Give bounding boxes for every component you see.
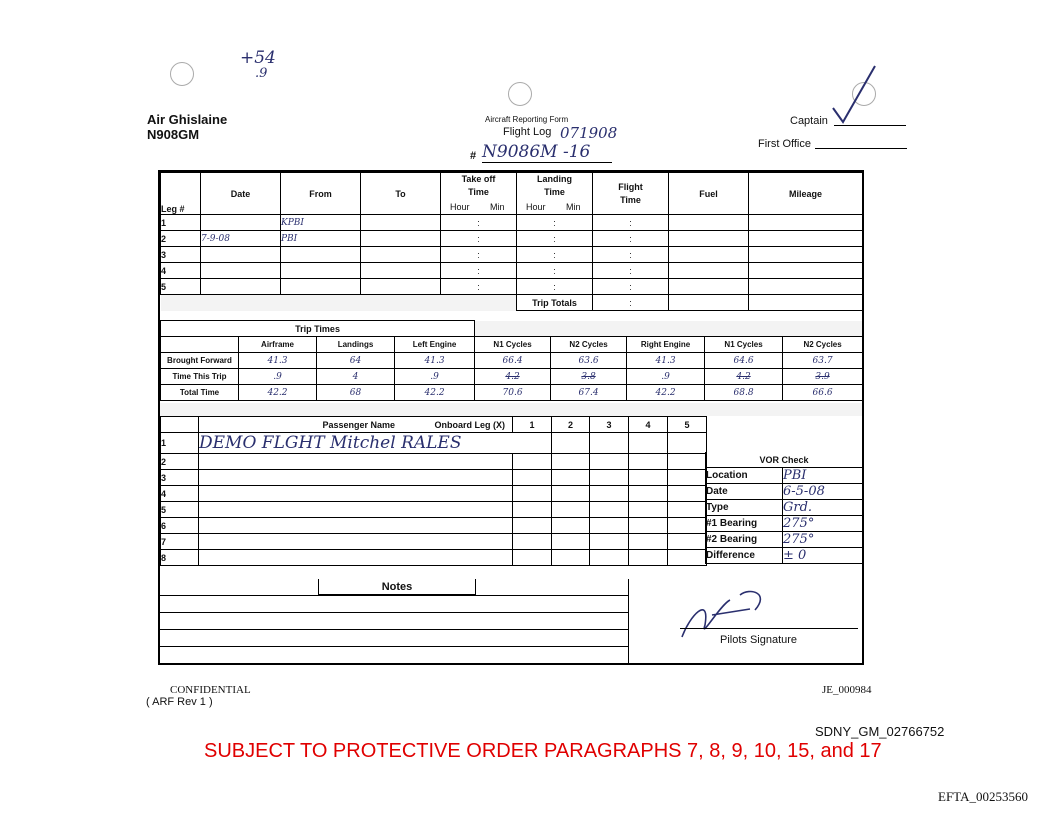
leg-mileage <box>749 279 863 295</box>
flight-log-number: 071908 <box>560 124 618 142</box>
punch-hole-left <box>170 62 194 86</box>
takeoff-time: : <box>441 263 517 279</box>
fuel-header: Fuel <box>669 173 749 215</box>
leg-fuel <box>669 215 749 231</box>
onboard-leg-4: 4 <box>629 417 668 433</box>
leg-number: 5 <box>161 279 201 295</box>
first-officer-line <box>815 148 907 149</box>
vor-row: #1 Bearing 275° <box>706 516 863 532</box>
cell-value: 68.8 <box>705 385 783 401</box>
leg-number: 2 <box>161 231 201 247</box>
passenger-row: 6 <box>161 518 707 534</box>
vor-row: Location PBI <box>706 468 863 484</box>
landing-header: Landing Time <box>517 173 593 200</box>
punch-hole-center <box>508 82 532 106</box>
onboard-leg-2: 2 <box>552 417 590 433</box>
first-officer-label: First Office <box>758 138 811 150</box>
trip-times-table <box>160 320 863 401</box>
leg-fuel <box>669 279 749 295</box>
leg-row <box>161 215 863 231</box>
cell-value: .9 <box>239 369 317 385</box>
takeoff-time: : <box>441 231 517 247</box>
trip-totals-fuel <box>669 295 749 311</box>
flight-time: : <box>593 215 669 231</box>
cell-value: 70.6 <box>475 385 551 401</box>
takeoff-hour-label: Hour <box>441 199 479 215</box>
cell-value: 4 <box>317 369 395 385</box>
takeoff-time: : <box>441 247 517 263</box>
legs-table <box>160 172 863 311</box>
leg-row <box>161 247 863 263</box>
col-left-n1: N1 Cycles <box>475 337 551 353</box>
landing-time: : <box>517 215 593 231</box>
passenger-name <box>199 486 513 502</box>
landing-time: : <box>517 279 593 295</box>
trip-times-spacer <box>475 321 863 337</box>
passenger-name: DEMO FLGHT Mitchel RALES <box>199 433 552 454</box>
leg-date <box>201 279 281 295</box>
vor-row: Type Grd. <box>706 500 863 516</box>
to-header: To <box>361 173 441 215</box>
cell-value: .9 <box>627 369 705 385</box>
margin-note: +54 <box>240 48 276 68</box>
signature-label: Pilots Signature <box>720 634 798 646</box>
notes-title-box: Notes <box>318 579 476 595</box>
leg-fuel <box>669 263 749 279</box>
leg-number: 1 <box>161 215 201 231</box>
takeoff-min-label: Min <box>479 199 517 215</box>
takeoff-time: : <box>441 279 517 295</box>
leg-date <box>201 247 281 263</box>
passenger-table <box>160 416 707 566</box>
cell-value: 64.6 <box>705 353 783 369</box>
leg-from <box>281 247 361 263</box>
passenger-name-header: Passenger Name Onboard Leg (X) <box>199 417 513 433</box>
signature-divider <box>628 579 629 663</box>
vor-row: Date 6-5-08 <box>706 484 863 500</box>
cell-value: 42.2 <box>395 385 475 401</box>
flight-time: : <box>593 279 669 295</box>
onboard-leg-1: 1 <box>513 417 552 433</box>
captain-label: Captain <box>790 115 828 127</box>
trip-totals-spacer <box>161 295 517 311</box>
leg-to <box>361 231 441 247</box>
leg-from <box>281 279 361 295</box>
leg-number: 3 <box>161 247 201 263</box>
tail-number: N908GM <box>147 127 200 142</box>
leg-row <box>161 231 863 247</box>
passenger-row: 1 DEMO FLGHT Mitchel RALES <box>161 433 707 454</box>
cell-value: 42.2 <box>627 385 705 401</box>
passenger-row: 8 <box>161 550 707 566</box>
flight-time: : <box>593 247 669 263</box>
captain-checkmark <box>825 60 885 126</box>
leg-row <box>161 279 863 295</box>
trip-totals-label: Trip Totals <box>517 295 593 311</box>
trip-times-row <box>161 385 863 401</box>
passenger-name <box>199 454 513 470</box>
form-revision: ( ARF Rev 1 ) <box>146 696 213 708</box>
cell-value: 41.3 <box>627 353 705 369</box>
trip-times-corner <box>161 337 239 353</box>
flight-time: : <box>593 231 669 247</box>
passenger-name <box>199 518 513 534</box>
je-bates: JE_000984 <box>822 684 872 696</box>
cell-value: 63.6 <box>551 353 627 369</box>
cell-value: 41.3 <box>239 353 317 369</box>
landing-min-label: Min <box>555 199 593 215</box>
form-title: Aircraft Reporting Form <box>485 115 569 124</box>
passenger-name <box>199 502 513 518</box>
confidential-label: CONFIDENTIAL <box>170 684 251 696</box>
leg-mileage <box>749 263 863 279</box>
margin-note-2: .9 <box>255 66 268 81</box>
notes-area <box>160 595 628 663</box>
cell-value: 42.2 <box>239 385 317 401</box>
takeoff-header: Take off Time <box>441 173 517 200</box>
col-right-n1: N1 Cycles <box>705 337 783 353</box>
trip-totals-mileage <box>749 295 863 311</box>
onboard-leg-3: 3 <box>590 417 629 433</box>
leg-fuel <box>669 247 749 263</box>
trip-totals-time: : <box>593 295 669 311</box>
cell-value: 4.2 <box>475 369 551 385</box>
from-header: From <box>281 173 361 215</box>
leg-mileage <box>749 215 863 231</box>
cell-value: 66.4 <box>475 353 551 369</box>
leg-date: 7-9-08 <box>201 231 281 247</box>
cell-value: 66.6 <box>783 385 863 401</box>
aircraft-number: N9086M -16 <box>482 142 612 163</box>
leg-number: 4 <box>161 263 201 279</box>
landing-time: : <box>517 263 593 279</box>
landing-time: : <box>517 247 593 263</box>
efta-bates: EFTA_00253560 <box>938 789 1028 804</box>
passenger-name <box>199 534 513 550</box>
passenger-row: 3 <box>161 470 707 486</box>
cell-value: 4.2 <box>705 369 783 385</box>
landing-time: : <box>517 231 593 247</box>
passenger-row: 4 <box>161 486 707 502</box>
cell-value: 3.9 <box>783 369 863 385</box>
trip-times-row <box>161 353 863 369</box>
col-left-engine: Left Engine <box>395 337 475 353</box>
passenger-row: 7 <box>161 534 707 550</box>
passenger-row: 2 <box>161 454 707 470</box>
cell-value: 64 <box>317 353 395 369</box>
trip-times-row <box>161 369 863 385</box>
landing-hour-label: Hour <box>517 199 555 215</box>
flight-time-header: Flight Time <box>593 173 669 215</box>
cell-value: 68 <box>317 385 395 401</box>
passenger-corner <box>161 417 199 433</box>
leg-mileage <box>749 247 863 263</box>
leg-to <box>361 247 441 263</box>
leg-date <box>201 215 281 231</box>
row-label: Time This Trip <box>161 369 239 385</box>
passenger-row: 5 <box>161 502 707 518</box>
cell-value: 67.4 <box>551 385 627 401</box>
vor-check-title: VOR Check <box>706 452 863 468</box>
col-landings: Landings <box>317 337 395 353</box>
row-label: Brought Forward <box>161 353 239 369</box>
vor-row: #2 Bearing 275° <box>706 532 863 548</box>
leg-to <box>361 279 441 295</box>
leg-header: Leg # <box>161 173 201 215</box>
cell-value: 3.8 <box>551 369 627 385</box>
cell-value: 41.3 <box>395 353 475 369</box>
leg-from <box>281 263 361 279</box>
takeoff-time: : <box>441 215 517 231</box>
onboard-leg-5: 5 <box>668 417 707 433</box>
col-right-engine: Right Engine <box>627 337 705 353</box>
flight-log-label: Flight Log <box>503 126 552 138</box>
passenger-name <box>199 550 513 566</box>
date-header: Date <box>201 173 281 215</box>
leg-from: KPBI <box>281 215 361 231</box>
mileage-header: Mileage <box>749 173 863 215</box>
vor-check-table <box>705 452 863 564</box>
cell-value: 63.7 <box>783 353 863 369</box>
leg-from: PBI <box>281 231 361 247</box>
protective-order-notice: SUBJECT TO PROTECTIVE ORDER PARAGRAPHS 7, 8, 9, 10, 15, and 17 <box>204 740 882 762</box>
passenger-name <box>199 470 513 486</box>
sdny-bates: SDNY_GM_02766752 <box>815 724 945 739</box>
leg-to <box>361 215 441 231</box>
number-prefix: # <box>470 150 477 162</box>
leg-date <box>201 263 281 279</box>
vor-row: Difference ± 0 <box>706 548 863 564</box>
leg-row <box>161 263 863 279</box>
flight-time: : <box>593 263 669 279</box>
section-gap <box>160 403 862 416</box>
cell-value: .9 <box>395 369 475 385</box>
signature-line <box>680 628 858 629</box>
col-airframe: Airframe <box>239 337 317 353</box>
row-label: Total Time <box>161 385 239 401</box>
leg-fuel <box>669 231 749 247</box>
leg-to <box>361 263 441 279</box>
trip-times-title: Trip Times <box>161 321 475 337</box>
company-name: Air Ghislaine <box>147 112 228 127</box>
col-right-n2: N2 Cycles <box>783 337 863 353</box>
leg-mileage <box>749 231 863 247</box>
col-left-n2: N2 Cycles <box>551 337 627 353</box>
